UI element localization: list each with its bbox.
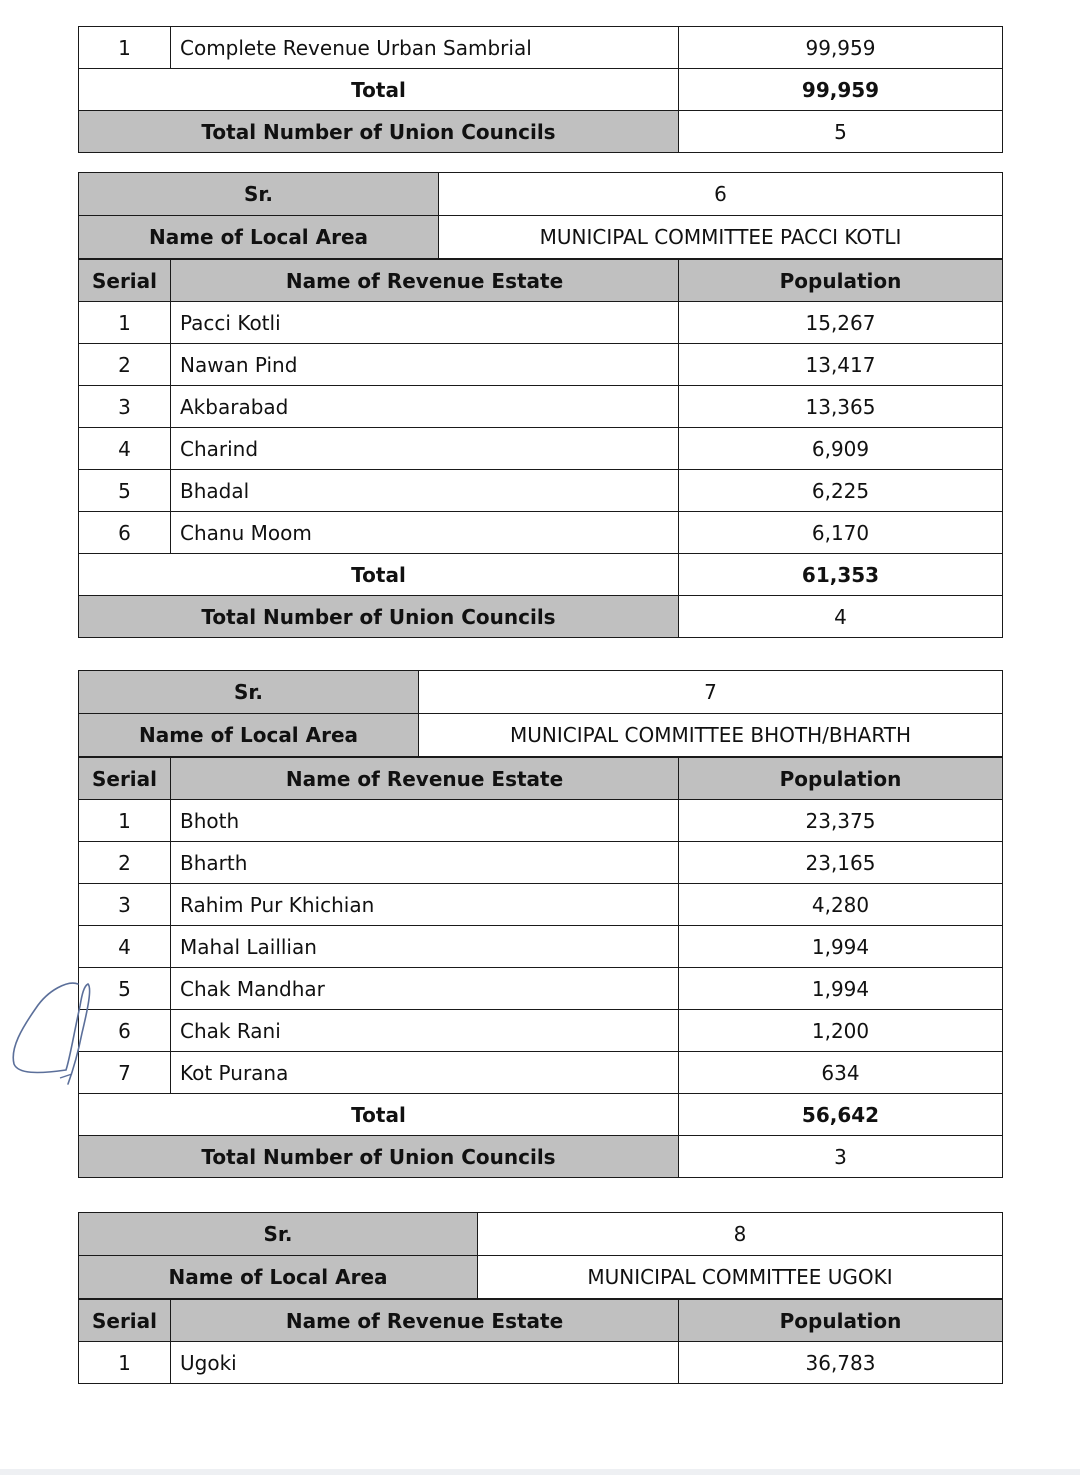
- local-area-table-ugoki: [78, 1212, 1002, 1384]
- revenue-estate-cell: Bhadal: [171, 470, 679, 512]
- column-header-row: [79, 1300, 1003, 1342]
- population-cell: 4,280: [679, 884, 1003, 926]
- total-label: Total: [79, 69, 679, 111]
- total-label: Total: [79, 1094, 679, 1136]
- revenue-estate-cell: Charind: [171, 428, 679, 470]
- column-header-serial: Serial: [79, 758, 171, 800]
- local-area-row: [79, 216, 1003, 259]
- local-area-table-sambrial: [78, 26, 1002, 153]
- revenue-estate-cell: Chanu Moom: [171, 512, 679, 554]
- table-row: [79, 800, 1003, 842]
- sr-row: [79, 1213, 1003, 1256]
- table-row: [79, 926, 1003, 968]
- table-row: [79, 1010, 1003, 1052]
- column-header-serial: Serial: [79, 1300, 171, 1342]
- revenue-estate-cell: Bhoth: [171, 800, 679, 842]
- serial-cell: 5: [79, 968, 171, 1010]
- column-header-revenue-estate: Name of Revenue Estate: [171, 1300, 679, 1342]
- serial-cell: 4: [79, 428, 171, 470]
- revenue-estate-cell: Pacci Kotli: [171, 302, 679, 344]
- population-cell: 99,959: [679, 27, 1003, 69]
- sr-value: 7: [419, 671, 1003, 714]
- serial-cell: 3: [79, 386, 171, 428]
- union-councils-row: [79, 596, 1003, 638]
- local-area-label: Name of Local Area: [79, 714, 419, 757]
- table-row: [79, 428, 1003, 470]
- table-row: [79, 27, 1003, 69]
- revenue-estate-cell: Chak Mandhar: [171, 968, 679, 1010]
- total-value: 61,353: [679, 554, 1003, 596]
- population-cell: 13,417: [679, 344, 1003, 386]
- revenue-estate-cell: Ugoki: [171, 1342, 679, 1384]
- total-row: [79, 69, 1003, 111]
- population-cell: 15,267: [679, 302, 1003, 344]
- union-councils-row: [79, 1136, 1003, 1178]
- union-councils-value: 3: [679, 1136, 1003, 1178]
- page-bottom-edge: [0, 1469, 1080, 1475]
- population-cell: 6,909: [679, 428, 1003, 470]
- serial-cell: 2: [79, 344, 171, 386]
- column-header-population: Population: [679, 758, 1003, 800]
- population-cell: 1,994: [679, 968, 1003, 1010]
- union-councils-label: Total Number of Union Councils: [79, 596, 679, 638]
- local-area-table-pacci-kotli: [78, 172, 1002, 638]
- union-councils-value: 4: [679, 596, 1003, 638]
- local-area-label: Name of Local Area: [79, 1256, 478, 1299]
- serial-cell: 6: [79, 512, 171, 554]
- column-header-revenue-estate: Name of Revenue Estate: [171, 758, 679, 800]
- serial-cell: 1: [79, 302, 171, 344]
- sr-row: [79, 671, 1003, 714]
- population-cell: 23,375: [679, 800, 1003, 842]
- revenue-estate-cell: Akbarabad: [171, 386, 679, 428]
- column-header-row: [79, 260, 1003, 302]
- table-row: [79, 842, 1003, 884]
- local-area-value: MUNICIPAL COMMITTEE PACCI KOTLI: [439, 216, 1003, 259]
- population-cell: 23,165: [679, 842, 1003, 884]
- table-row: [79, 1342, 1003, 1384]
- population-cell: 13,365: [679, 386, 1003, 428]
- serial-cell: 5: [79, 470, 171, 512]
- table-row: [79, 1052, 1003, 1094]
- sr-value: 6: [439, 173, 1003, 216]
- union-councils-label: Total Number of Union Councils: [79, 111, 679, 153]
- table-row: [79, 512, 1003, 554]
- population-cell: 6,170: [679, 512, 1003, 554]
- table-row: [79, 344, 1003, 386]
- local-area-row: [79, 1256, 1003, 1299]
- sr-label: Sr.: [79, 671, 419, 714]
- column-header-revenue-estate: Name of Revenue Estate: [171, 260, 679, 302]
- local-area-table-bhoth-bharth: [78, 670, 1002, 1178]
- table-row: [79, 386, 1003, 428]
- revenue-estate-cell: Bharth: [171, 842, 679, 884]
- revenue-estate-cell: Chak Rani: [171, 1010, 679, 1052]
- revenue-estate-cell: Complete Revenue Urban Sambrial: [171, 27, 679, 69]
- column-header-serial: Serial: [79, 260, 171, 302]
- handwritten-signature: [8, 978, 108, 1088]
- table-row: [79, 968, 1003, 1010]
- population-cell: 1,200: [679, 1010, 1003, 1052]
- union-councils-value: 5: [679, 111, 1003, 153]
- local-area-value: MUNICIPAL COMMITTEE UGOKI: [478, 1256, 1003, 1299]
- population-cell: 1,994: [679, 926, 1003, 968]
- serial-cell: 1: [79, 1342, 171, 1384]
- serial-cell: 2: [79, 842, 171, 884]
- total-row: [79, 554, 1003, 596]
- revenue-estate-cell: Rahim Pur Khichian: [171, 884, 679, 926]
- local-area-label: Name of Local Area: [79, 216, 439, 259]
- table-row: [79, 302, 1003, 344]
- revenue-estate-cell: Mahal Laillian: [171, 926, 679, 968]
- table-row: [79, 470, 1003, 512]
- column-header-row: [79, 758, 1003, 800]
- sr-row: [79, 173, 1003, 216]
- table-row: [79, 884, 1003, 926]
- population-cell: 36,783: [679, 1342, 1003, 1384]
- serial-cell: 3: [79, 884, 171, 926]
- total-row: [79, 1094, 1003, 1136]
- local-area-value: MUNICIPAL COMMITTEE BHOTH/BHARTH: [419, 714, 1003, 757]
- revenue-estate-cell: Nawan Pind: [171, 344, 679, 386]
- sr-label: Sr.: [79, 173, 439, 216]
- union-councils-label: Total Number of Union Councils: [79, 1136, 679, 1178]
- union-councils-row: [79, 111, 1003, 153]
- revenue-estate-cell: Kot Purana: [171, 1052, 679, 1094]
- serial-cell: 6: [79, 1010, 171, 1052]
- population-cell: 6,225: [679, 470, 1003, 512]
- serial-cell: 4: [79, 926, 171, 968]
- column-header-population: Population: [679, 260, 1003, 302]
- serial-cell: 1: [79, 27, 171, 69]
- column-header-population: Population: [679, 1300, 1003, 1342]
- serial-cell: 7: [79, 1052, 171, 1094]
- local-area-row: [79, 714, 1003, 757]
- total-value: 56,642: [679, 1094, 1003, 1136]
- total-value: 99,959: [679, 69, 1003, 111]
- total-label: Total: [79, 554, 679, 596]
- serial-cell: 1: [79, 800, 171, 842]
- sr-value: 8: [478, 1213, 1003, 1256]
- sr-label: Sr.: [79, 1213, 478, 1256]
- population-cell: 634: [679, 1052, 1003, 1094]
